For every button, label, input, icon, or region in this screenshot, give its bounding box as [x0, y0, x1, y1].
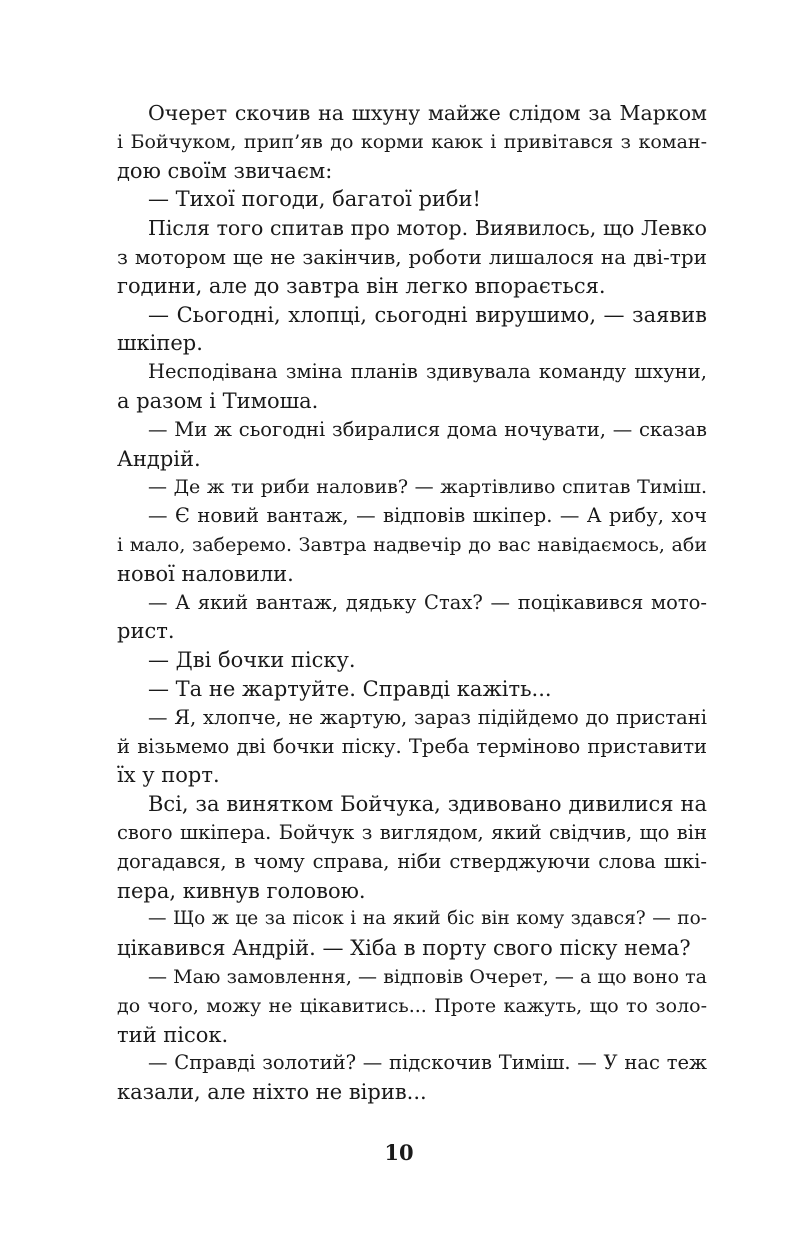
text-line: цікавився Андрій. — Хіба в порту свого піску нема? [117, 936, 691, 961]
text-line: до чого, можу не цікавитись... Проте кажуть, що то золо- [117, 994, 707, 1017]
text-line: — Справді золотий? — підскочив Тиміш. — У нас теж [148, 1051, 707, 1075]
text-line: — Де ж ти риби наловив? — жартівливо спитав Тиміш. [148, 476, 707, 499]
text-line: — Та не жартуйте. Справді кажіть... [148, 676, 552, 701]
text-line: Очерет скочив на шхуну майже слідом за Марком [148, 101, 707, 125]
text-line: — А який вантаж, дядьку Стах? — поцікавився мото- [148, 590, 707, 614]
text-line: шкіпер. [117, 331, 203, 356]
text-line: і Бойчуком, прип’яв до корми каюк і привітався з коман- [117, 130, 707, 153]
text-line: — Ми ж сьогодні збиралися дома ночувати, — сказав [148, 417, 707, 441]
text-line: казали, але ніхто не вірив... [117, 1080, 427, 1105]
text-line: години, але до завтра він легко впорається. [117, 273, 606, 298]
text-line: догадався, в чому справа, ніби стверджуючи слова шкі- [117, 849, 707, 873]
text-line: тий пісок. [117, 1022, 229, 1047]
text-line: свого шкіпера. Бойчук з виглядом, який свідчив, що він [117, 820, 707, 844]
text-line: їх у порт. [117, 763, 220, 788]
text-line: з мотором ще не закінчив, роботи лишалося на дві-три [117, 244, 707, 269]
text-line: — Що ж це за пісок і на який біс він кому здався? — по- [148, 908, 707, 930]
text-line: — Тихої погоди, багатої риби! [148, 187, 481, 212]
text-line: — Сьогодні, хлопці, сьогодні вирушимо, — заявив [148, 302, 707, 327]
text-line: і мало, заберемо. Завтра надвечір до вас навідаємось, аби [117, 533, 707, 556]
text-line: — Маю замовлення, — відповів Очерет, — а що воно та [148, 965, 707, 988]
text-line: — Я, хлопче, не жартую, зараз підійдемо до пристані [148, 705, 707, 729]
text-line: Після того спитав про мотор. Виявилось, що Левко [148, 216, 707, 241]
text-line: — Дві бочки піску. [148, 648, 356, 673]
text-line: пера, кивнув головою. [117, 878, 366, 903]
text-line: — Є новий вантаж, — відповів шкіпер. — А рибу, хоч [148, 504, 707, 528]
text-line: Всі, за винятком Бойчука, здивовано дивилися на [148, 792, 707, 817]
text-line: Андрій. [117, 446, 201, 471]
text-line: й візьмемо дві бочки піску. Треба терміново приставити [117, 734, 707, 758]
text-line: Несподівана зміна планів здивувала команду шхуни, [148, 360, 707, 384]
text-line: нової наловили. [117, 561, 294, 586]
page-text [117, 99, 707, 1107]
text-line: дою своїм звичаєм: [117, 158, 333, 183]
text-line: рист. [117, 619, 175, 644]
text-line: а разом і Тимоша. [117, 388, 319, 413]
page-number: 10 [384, 1140, 414, 1165]
